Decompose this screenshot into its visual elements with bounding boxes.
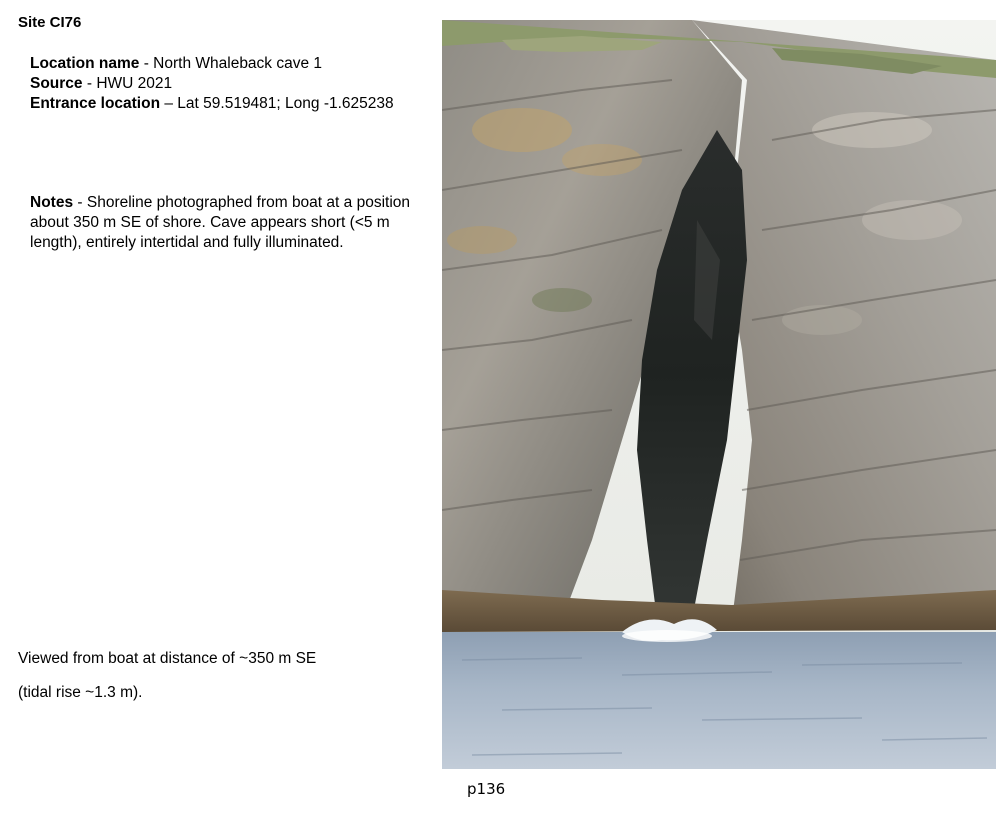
page-number: p136	[467, 780, 506, 798]
photo-caption-distance: Viewed from boat at distance of ~350 m SE	[18, 650, 317, 667]
photo-caption-tide: (tidal rise ~1.3 m).	[18, 684, 143, 701]
location-name-label: Location name	[30, 55, 140, 72]
site-title: Site CI76	[18, 14, 82, 31]
entrance-location-row	[30, 94, 410, 114]
notes-paragraph	[30, 193, 415, 253]
source-row	[30, 74, 410, 94]
source-separator: -	[82, 75, 97, 92]
location-name-row	[30, 54, 410, 74]
notes-label: Notes	[30, 194, 74, 211]
entrance-location-separator: –	[160, 95, 178, 112]
site-info	[30, 54, 410, 114]
location-name-value: North Whaleback cave 1	[153, 55, 323, 72]
cave-photo	[442, 20, 996, 769]
notes-text: Shoreline photographed from boat at a position about 350 m SE of shore. Cave appears short (<5 m length), entirely intertidal and fully illuminated.	[30, 194, 410, 251]
source-value: HWU 2021	[96, 75, 173, 92]
entrance-location-label: Entrance location	[30, 95, 161, 112]
entrance-location-value: Lat 59.519481; Long -1.625238	[177, 95, 394, 112]
location-name-separator: -	[139, 55, 154, 72]
notes-separator: -	[73, 194, 87, 211]
source-label: Source	[30, 75, 83, 92]
